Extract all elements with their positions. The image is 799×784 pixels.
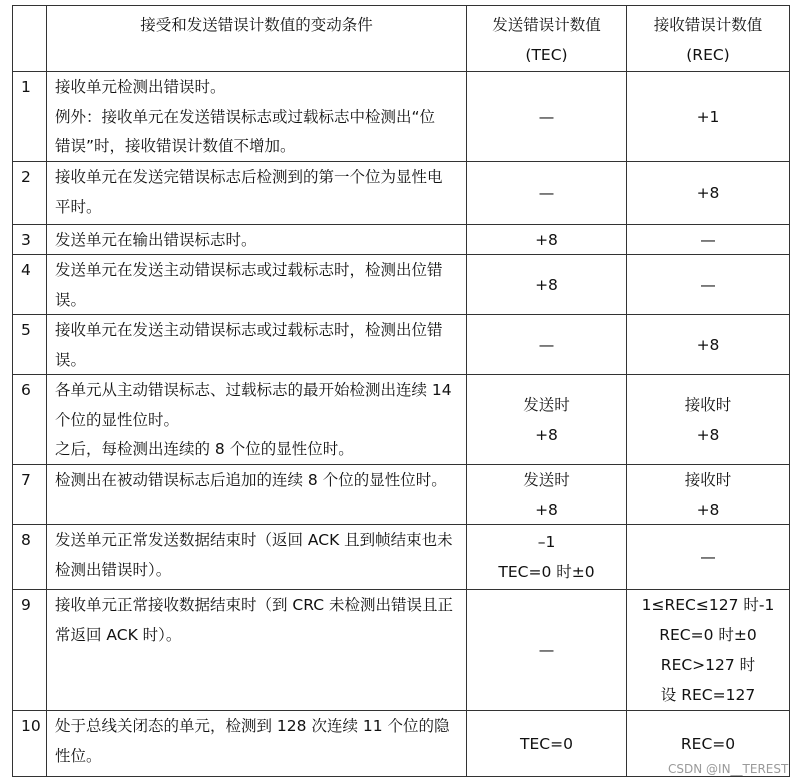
header-condition-label: 接受和发送错误计数值的变动条件	[140, 16, 373, 34]
rec-line: —	[700, 548, 716, 566]
row-3-rec	[627, 225, 789, 254]
error-counter-table	[12, 5, 790, 777]
tec-line: TEC=0	[520, 734, 573, 753]
row-6-rec	[627, 375, 789, 464]
row-3-condition	[47, 225, 466, 254]
row-8-condition	[47, 525, 466, 589]
row-5-condition	[47, 315, 466, 374]
rec-line: 接收时	[684, 395, 732, 414]
header-tec	[467, 6, 626, 71]
row-4-number: 4	[13, 255, 46, 314]
row-4-rec	[627, 255, 789, 314]
rec-line: 设 REC=127	[660, 686, 756, 704]
row-10-number: 10	[13, 711, 46, 776]
row-7-tec	[467, 465, 626, 524]
rec-line: —	[700, 230, 716, 249]
tec-line: +8	[535, 425, 558, 444]
rec-line: REC=0 时±0	[659, 626, 757, 644]
row-10-condition	[47, 711, 466, 776]
row-10-tec	[467, 711, 626, 776]
rec-line: +8	[696, 500, 720, 519]
condition-line: 误。	[55, 350, 87, 369]
tec-line: 发送时	[523, 470, 570, 489]
row-5-number: 5	[13, 315, 46, 374]
row-5-tec	[467, 315, 626, 374]
header-tec-label: 发送错误计数值	[492, 16, 601, 34]
row-7-number: 7	[13, 465, 46, 524]
condition-line: 误。	[55, 290, 87, 309]
header-condition	[47, 6, 466, 71]
row-8-rec	[627, 525, 789, 589]
rec-line: +1	[696, 107, 720, 126]
condition-line: 之后，每检测出连续的 8 个位的显性位时。	[55, 440, 354, 458]
header-rec	[627, 6, 789, 71]
row-3-number: 3	[13, 225, 46, 254]
tec-line: +8	[535, 500, 558, 519]
row-1-number: 1	[13, 72, 46, 161]
condition-line: 常返回 ACK 时）。	[55, 625, 182, 644]
condition-line: 接收单元检测出错误时。	[55, 78, 226, 96]
row-6-tec	[467, 375, 626, 464]
row-6-condition	[47, 375, 466, 464]
rec-line: +8	[696, 335, 720, 354]
row-2-number: 2	[13, 162, 46, 224]
condition-line: 处于总线关闭态的单元，检测到 128 次连续 11 个位的隐	[55, 717, 450, 735]
condition-line: 各单元从主动错误标志、过载标志的最开始检测出连续 14	[55, 381, 452, 399]
row-7-condition	[47, 465, 466, 524]
tec-line: TEC=0 时±0	[498, 563, 595, 581]
condition-line: 个位的显性位时。	[55, 410, 180, 429]
condition-line: 检测出在被动错误标志后追加的连续 8 个位的显性位时。	[55, 471, 447, 489]
rec-line: 接收时	[684, 470, 732, 489]
row-5-rec	[627, 315, 789, 374]
rec-line: 1≤REC≤127 时-1	[641, 596, 775, 614]
row-1-tec	[467, 72, 626, 161]
condition-line: 接收单元在发送完错误标志后检测到的第一个位为显性电	[55, 168, 443, 186]
condition-line: 发送单元正常发送数据结束时（返回 ACK 且到帧结束也未	[55, 531, 453, 549]
row-2-rec	[627, 162, 789, 224]
rec-line: +8	[696, 425, 720, 444]
condition-line: 接收单元在发送主动错误标志或过载标志时，检测出位错	[55, 321, 443, 339]
tec-line: —	[538, 641, 555, 659]
header-tec-abbr: (TEC)	[525, 46, 568, 64]
rec-line: REC>127 时	[660, 656, 756, 674]
row-9-tec	[467, 590, 626, 710]
condition-line: 例外：接收单元在发送错误标志或过载标志中检测出“位	[55, 107, 436, 126]
header-rec-abbr: (REC)	[686, 46, 730, 64]
row-9-condition	[47, 590, 466, 710]
row-1-rec	[627, 72, 789, 161]
row-8-number: 8	[13, 525, 46, 589]
row-9-rec	[627, 590, 789, 710]
row-1-condition	[47, 72, 466, 161]
condition-line: 检测出错误时）。	[55, 560, 172, 579]
row-4-tec	[467, 255, 626, 314]
row-2-tec	[467, 162, 626, 224]
row-7-rec	[627, 465, 789, 524]
row-2-condition	[47, 162, 466, 224]
row-9-number: 9	[13, 590, 46, 710]
condition-line: 平时。	[55, 197, 102, 216]
condition-line: 性位。	[55, 746, 102, 765]
condition-line: 发送单元在输出错误标志时。	[55, 231, 257, 249]
rec-line: REC=0	[680, 734, 736, 753]
tec-line: +8	[535, 230, 558, 249]
row-6-number: 6	[13, 375, 46, 464]
condition-line: 错误”时，接收错误计数值不增加。	[55, 137, 296, 155]
header-rec-label: 接收错误计数值	[653, 16, 763, 34]
tec-line: —	[538, 184, 555, 202]
header-number	[13, 6, 46, 71]
tec-line: —	[538, 107, 555, 126]
condition-line: 发送单元在发送主动错误标志或过载标志时，检测出位错	[55, 261, 443, 279]
tec-line: –1	[537, 533, 556, 551]
row-3-tec	[467, 225, 626, 254]
rec-line: —	[700, 275, 716, 294]
rec-line: +8	[696, 184, 720, 202]
tec-line: 发送时	[523, 395, 570, 414]
condition-line: 接收单元正常接收数据结束时（到 CRC 未检测出错误且正	[55, 596, 453, 614]
tec-line: +8	[535, 275, 558, 294]
row-8-tec	[467, 525, 626, 589]
watermark: CSDN @IN__TEREST	[668, 762, 789, 776]
row-4-condition	[47, 255, 466, 314]
tec-line: —	[538, 335, 555, 354]
